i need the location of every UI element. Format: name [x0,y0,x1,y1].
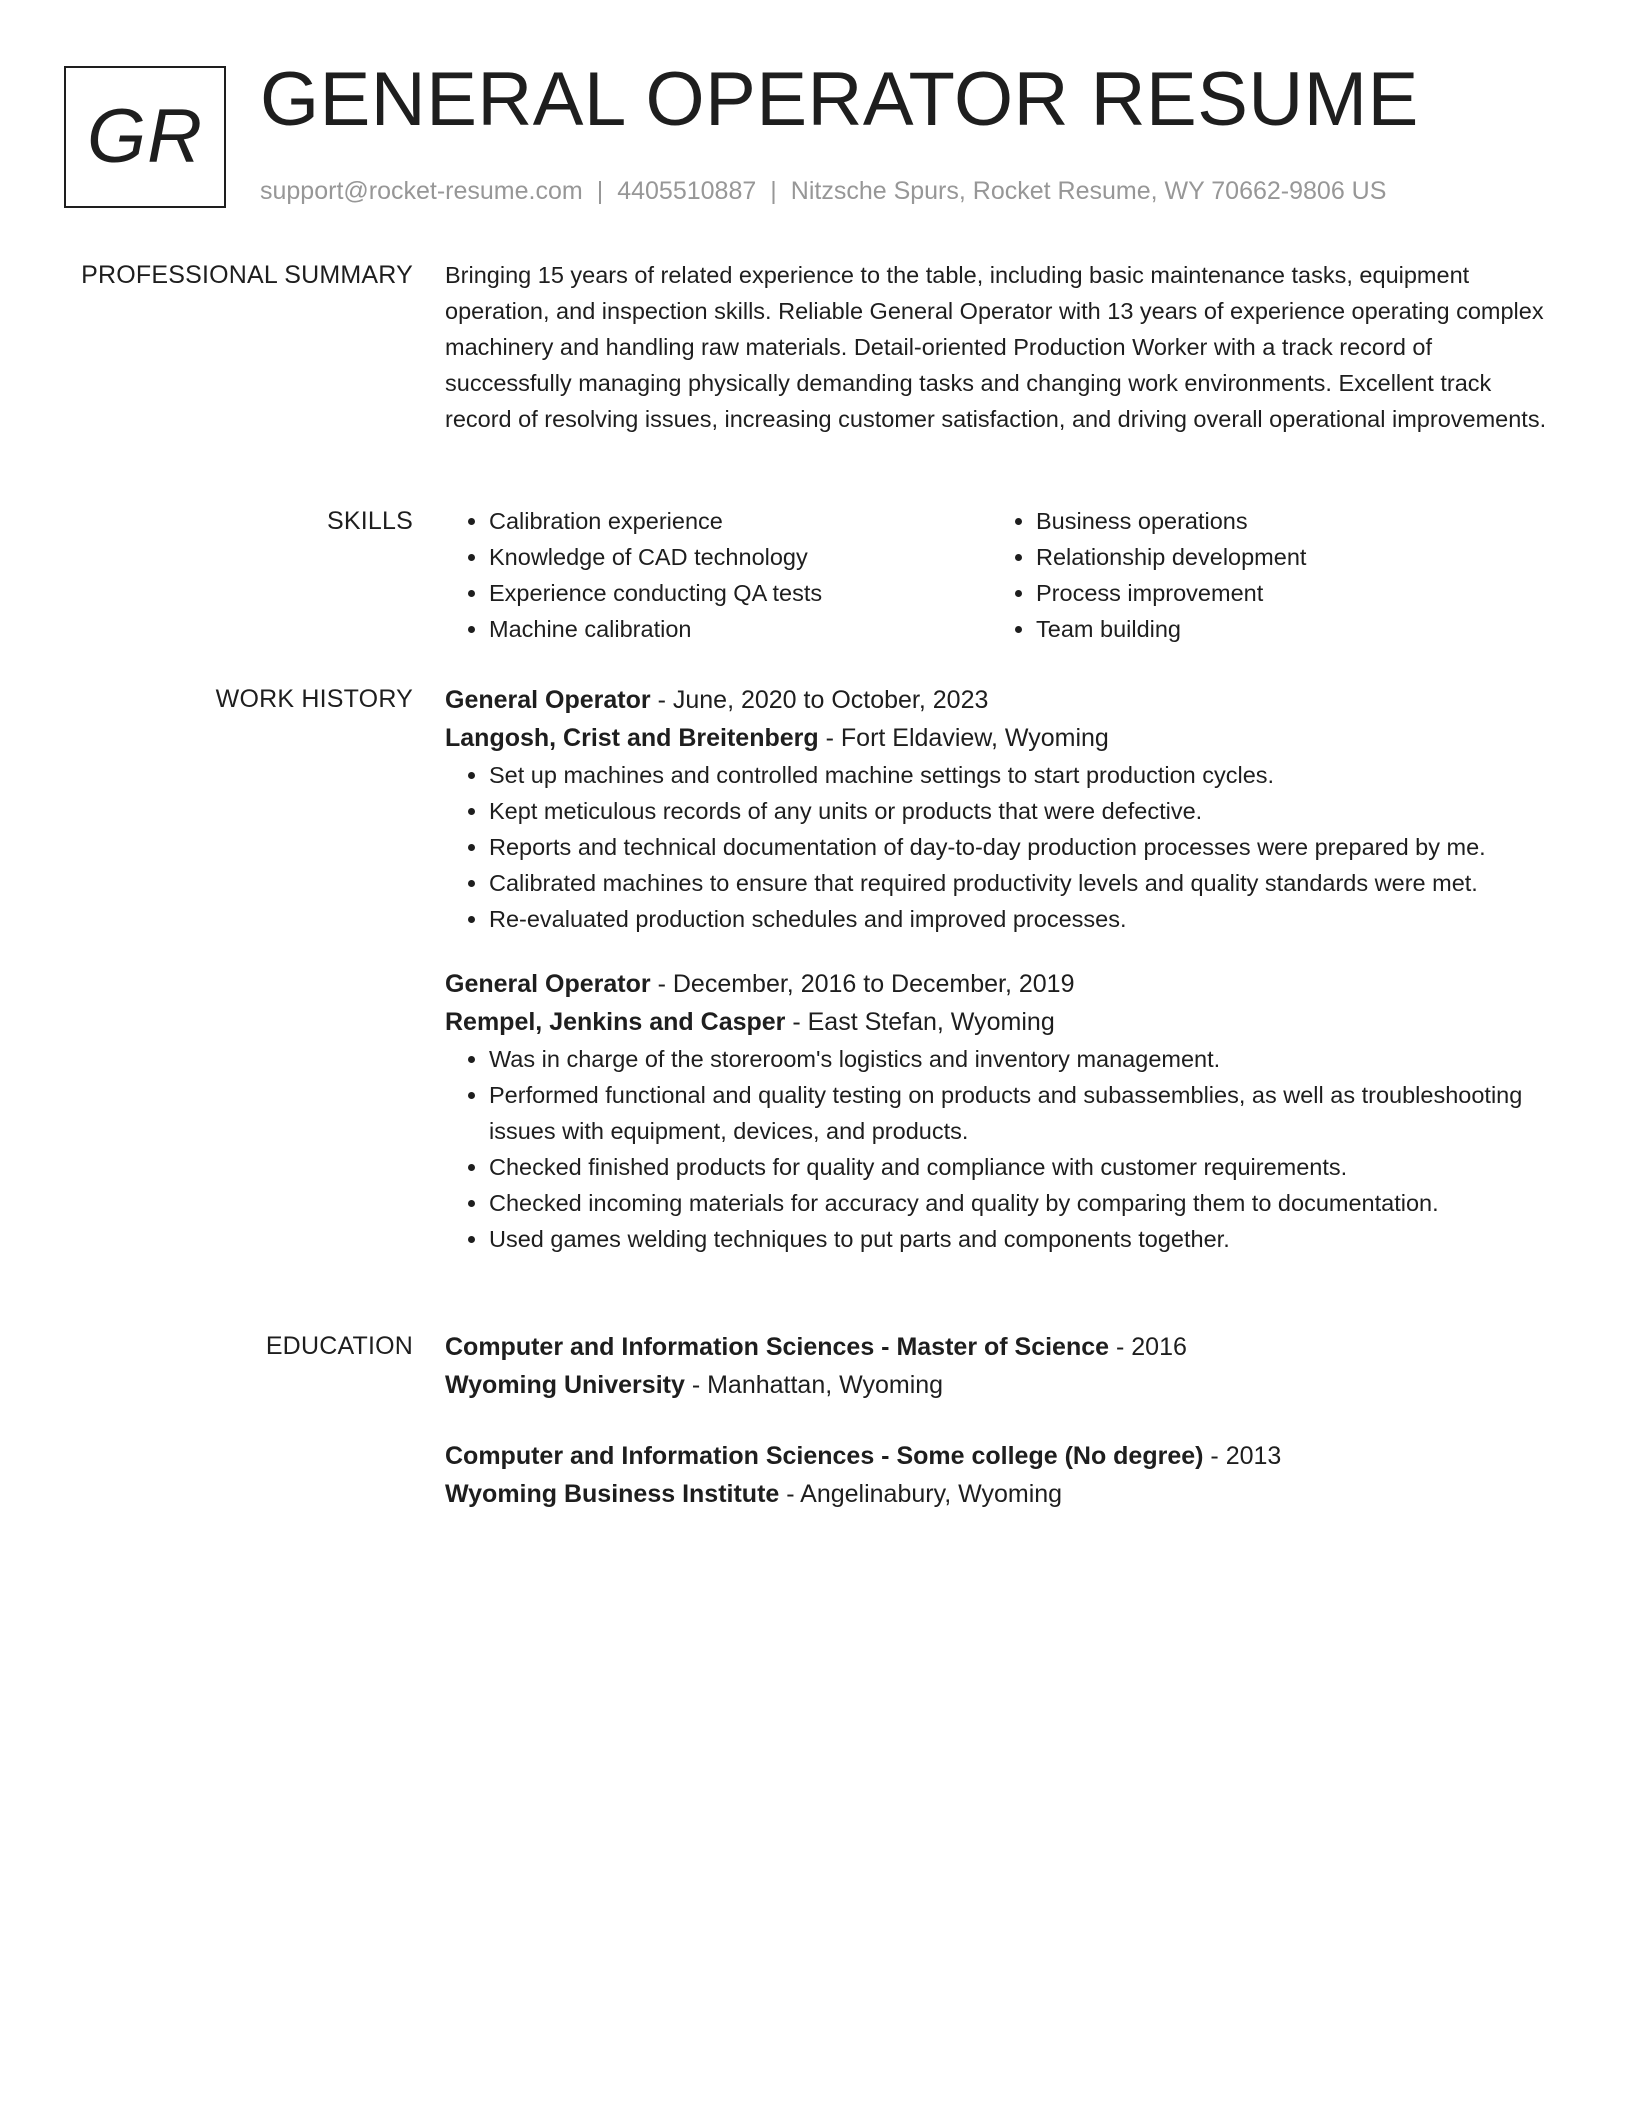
education-location: - Manhattan, Wyoming [684,1371,944,1399]
job-bullet: • Used games welding techniques to put parts and components together. [489,1221,1563,1257]
contact-email[interactable]: support@rocket-resume.com [260,177,583,205]
education-degree: Computer and Information Sciences - Some college (No degree) [445,1442,1204,1470]
job-bullet: • Performed functional and quality testing on products and subassemblies, as well as troubleshooting issues with equipment, devices, and products. [489,1077,1563,1149]
skill-item: • Machine calibration [489,611,992,647]
job-bullet: • Kept meticulous records of any units or products that were defective. [489,793,1563,829]
job-bullet: • Set up machines and controlled machine settings to start production cycles. [489,757,1563,793]
skills-list-right [992,503,1539,647]
skills-label: SKILLS [327,507,413,535]
job-title-line [445,681,1563,719]
education-school-line [445,1475,1563,1513]
job-location: - East Stefan, Wyoming [785,1008,1055,1036]
monogram-initials: GR [87,94,203,179]
skill-item: • Knowledge of CAD technology [489,539,992,575]
job-dates: - June, 2020 to October, 2023 [650,686,989,714]
education-year: - 2016 [1109,1333,1187,1361]
job-title-line [445,965,1563,1003]
job-entry [445,965,1563,1257]
skills-list-left [445,503,992,647]
job-company-line [445,719,1563,757]
job-company: Rempel, Jenkins and Casper [445,1008,786,1036]
job-title: General Operator [445,970,651,998]
education-degree-line [445,1328,1563,1366]
work-history-body [445,681,1563,1257]
monogram-box [64,66,226,208]
contact-phone[interactable]: 4405510887 [617,177,757,205]
contact-address: Nitzsche Spurs, Rocket Resume, WY 70662-9806 US [790,177,1387,205]
education-body [445,1328,1563,1513]
summary-text: Bringing 15 years of related experience to the table, including basic maintenance tasks, equipment operation, and inspection skills. Reliable General Operator with 13 years of experience operating complex machinery and handling raw materials. Detail-oriented Production Worker with a track record of successfully managing physically demanding tasks and changing work environments. Excellent track record of resolving issues, increasing customer satisfaction, and driving overall operational improvements. [445,262,1547,432]
job-bullets [445,1041,1563,1257]
education-degree-line [445,1437,1563,1475]
contact-separator: | [770,177,777,205]
contact-separator: | [596,177,604,205]
education-label: EDUCATION [265,1332,413,1360]
education-degree: Computer and Information Sciences - Master of Science [445,1333,1110,1361]
skill-item: • Relationship development [1036,539,1539,575]
job-entry [445,681,1563,937]
job-bullet: • Checked finished products for quality and compliance with customer requirements. [489,1149,1563,1185]
education-location: - Angelinabury, Wyoming [779,1480,1063,1508]
job-company-line [445,1003,1563,1041]
job-bullets [445,757,1563,937]
education-school: Wyoming Business Institute [445,1480,780,1508]
job-company: Langosh, Crist and Breitenberg [445,724,819,752]
skill-item: • Calibration experience [489,503,992,539]
resume-title: GENERAL OPERATOR RESUME [260,57,1419,142]
education-year: - 2013 [1203,1442,1282,1470]
skill-item: • Process improvement [1036,575,1539,611]
job-title: General Operator [445,686,651,714]
summary-body [445,257,1563,437]
education-entry [445,1437,1563,1513]
job-bullet: • Checked incoming materials for accuracy and quality by comparing them to documentation. [489,1185,1563,1221]
skill-item: • Experience conducting QA tests [489,575,992,611]
job-bullet: • Reports and technical documentation of day-to-day production processes were prepared by me. [489,829,1563,865]
job-dates: - December, 2016 to December, 2019 [650,970,1075,998]
contact-line [260,176,1386,206]
skill-item: • Business operations [1036,503,1539,539]
work-history-label: WORK HISTORY [215,685,413,713]
skills-grid [445,503,1563,647]
education-entry [445,1328,1563,1404]
education-school-line [445,1366,1563,1404]
job-bullet: • Re-evaluated production schedules and improved processes. [489,901,1563,937]
education-school: Wyoming University [445,1371,685,1399]
skill-item: • Team building [1036,611,1539,647]
summary-label: PROFESSIONAL SUMMARY [81,261,413,289]
job-bullet: • Calibrated machines to ensure that required productivity levels and quality standards were met. [489,865,1563,901]
skills-body [445,503,1563,647]
job-location: - Fort Eldaview, Wyoming [818,724,1109,752]
job-bullet: • Was in charge of the storeroom's logistics and inventory management. [489,1041,1563,1077]
